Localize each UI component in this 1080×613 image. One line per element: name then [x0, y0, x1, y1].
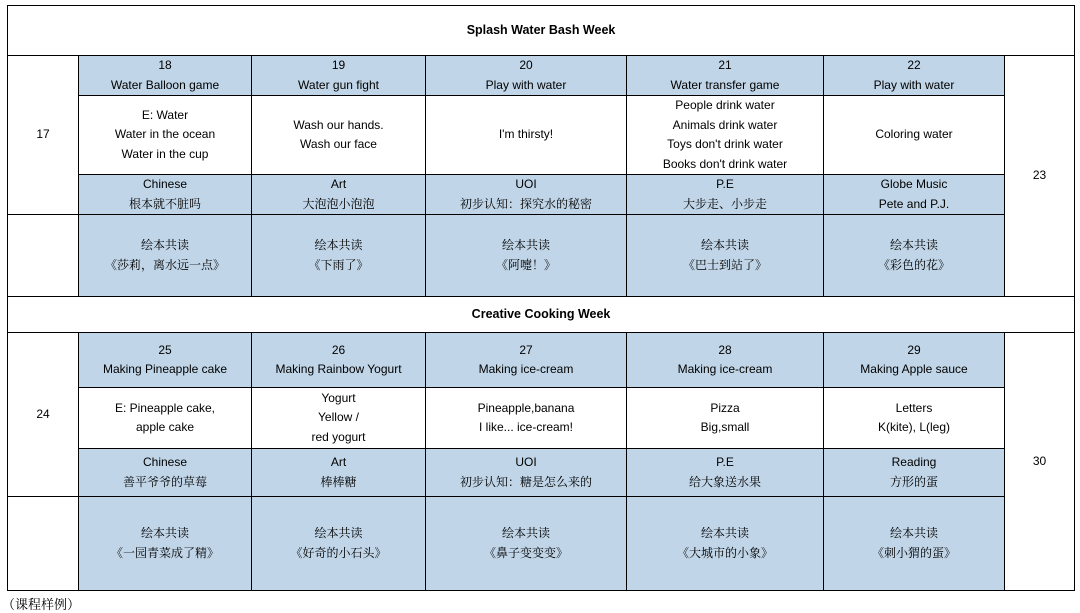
vocab-cell: [252, 388, 426, 449]
subject-name: Chinese: [142, 177, 188, 191]
reading-cell: [426, 215, 627, 297]
text-line: People drink water: [675, 98, 775, 112]
reading-cell: [252, 215, 426, 297]
day-number-right: 30: [1005, 333, 1075, 591]
book-title: 《彩色的花》: [877, 257, 950, 272]
text-line: Pizza: [710, 400, 740, 415]
day-number: 25: [158, 342, 172, 357]
text-line: Big,small: [700, 420, 750, 434]
day-number: 28: [718, 342, 732, 357]
reading-label: 绘本共读: [700, 526, 749, 540]
book-title: 《莎莉，离水远一点》: [104, 257, 225, 272]
book-title: 《鼻子变变变》: [483, 545, 568, 560]
day-activity-cell: [252, 56, 426, 96]
reading-cell: [252, 497, 426, 591]
subject-cell: [627, 175, 824, 215]
activity-name: Making ice-cream: [677, 362, 773, 376]
text-line: I like... ice-cream!: [478, 420, 574, 434]
vocab-cell: [426, 388, 627, 449]
subject-cell: [627, 449, 824, 497]
text-line: Yellow /: [318, 410, 359, 425]
lesson-title: 方形的蛋: [889, 474, 938, 489]
day-number: 29: [907, 342, 921, 357]
subject-cell: [426, 449, 627, 497]
reading-label: 绘本共读: [501, 238, 550, 252]
book-title: 《大城市的小象》: [676, 545, 773, 560]
text-line: Pineapple,banana: [477, 400, 575, 415]
subject-cell: [79, 449, 252, 497]
activity-name: Water Balloon game: [110, 77, 220, 92]
reading-cell: [627, 215, 824, 297]
vocab-row: [8, 96, 1075, 175]
vocab-cell: [627, 388, 824, 449]
reading-label: 绘本共读: [889, 526, 938, 540]
vocab-cell: [79, 388, 252, 449]
text-line: Yogurt: [321, 390, 356, 405]
day-number-right: 23: [1005, 56, 1075, 297]
day-number: 22: [907, 58, 921, 72]
lesson-title: 根本就不脏吗: [128, 196, 201, 211]
lesson-title: 给大象送水果: [688, 474, 761, 489]
activity-name: Play with water: [873, 77, 955, 92]
activity-name: Making Apple sauce: [860, 362, 968, 376]
book-title: 《刺小猬的蛋》: [871, 545, 956, 560]
reading-cell: [79, 497, 252, 591]
book-title: 《阿嚏！》: [495, 257, 556, 272]
reading-label: 绘本共读: [140, 526, 189, 540]
reading-label: 绘本共读: [314, 526, 363, 540]
subject-name: UOI: [515, 177, 537, 191]
activity-name: Making Pineapple cake: [102, 362, 228, 376]
curriculum-calendar: [7, 5, 1075, 591]
vocab-cell: [426, 96, 627, 175]
day-activity-cell: [79, 333, 252, 388]
text-line: Wash our hands.: [293, 117, 384, 132]
text-line: apple cake: [135, 420, 195, 434]
book-title: 《好奇的小石头》: [290, 545, 387, 560]
activity-name: Play with water: [485, 77, 567, 92]
lesson-title: 初步认知：探究水的秘密: [459, 196, 592, 211]
subject-row: [8, 449, 1075, 497]
reading-label: 绘本共读: [700, 238, 749, 252]
vocab-row: [8, 388, 1075, 449]
empty-cell: [8, 497, 79, 591]
subject-name: Art: [330, 455, 347, 469]
reading-cell: [824, 215, 1005, 297]
subject-name: Reading: [891, 455, 937, 469]
text-line: red yogurt: [311, 429, 366, 444]
vocab-cell: [824, 96, 1005, 175]
subject-cell: [79, 175, 252, 215]
text-line: Animals drink water: [672, 117, 778, 132]
subject-name: UOI: [515, 455, 537, 469]
subject-row: [8, 175, 1075, 215]
reading-cell: [426, 497, 627, 591]
vocab-cell: [627, 96, 824, 175]
subject-cell: [824, 175, 1005, 215]
week-title: Splash Water Bash Week: [8, 6, 1075, 56]
text-line: Wash our face: [300, 137, 377, 151]
day-number-left: 17: [8, 56, 79, 215]
day-number: 20: [519, 58, 533, 72]
book-title: 《下雨了》: [308, 257, 369, 272]
vocab-cell: [824, 388, 1005, 449]
day-number: 18: [158, 58, 172, 72]
vocab-cell: [252, 96, 426, 175]
text-line: Water in the ocean: [114, 127, 216, 142]
text-line: Coloring water: [875, 127, 953, 142]
day-activity-cell: [824, 56, 1005, 96]
lesson-title: 大泡泡小泡泡: [302, 196, 375, 211]
subject-name: P.E: [716, 455, 734, 469]
day-number-left: 24: [8, 333, 79, 497]
reading-cell: [824, 497, 1005, 591]
activity-name: Making Rainbow Yogurt: [275, 362, 402, 376]
activity-name: Water gun fight: [298, 77, 379, 92]
book-title: 《巴士到站了》: [682, 257, 767, 272]
text-line: Toys don't drink water: [667, 137, 783, 151]
vocab-cell: [79, 96, 252, 175]
text-line: Books don't drink water: [662, 156, 788, 171]
reading-label: 绘本共读: [501, 526, 550, 540]
day-activity-cell: [627, 333, 824, 388]
subject-cell: [426, 175, 627, 215]
subject-cell: [252, 449, 426, 497]
lesson-title: 初步认知：糖是怎么来的: [459, 474, 592, 489]
day-number: 21: [718, 58, 732, 72]
subject-cell: [824, 449, 1005, 497]
reading-label: 绘本共读: [314, 238, 363, 252]
day-activity-cell: [79, 56, 252, 96]
activity-row: [8, 56, 1075, 96]
day-activity-cell: [627, 56, 824, 96]
day-number: 27: [519, 342, 533, 357]
day-activity-cell: [252, 333, 426, 388]
day-activity-cell: [426, 56, 627, 96]
reading-row: [8, 215, 1075, 297]
empty-cell: [8, 215, 79, 297]
lesson-title: Pete and P.J.: [878, 196, 950, 211]
subject-name: Art: [330, 177, 347, 191]
day-number: 26: [331, 342, 346, 357]
text-line: K(kite), L(leg): [877, 420, 951, 434]
reading-cell: [627, 497, 824, 591]
day-activity-cell: [426, 333, 627, 388]
lesson-title: 大步走、小步走: [682, 196, 767, 211]
week-banner-row: [8, 297, 1075, 333]
text-line: E: Pineapple cake,: [114, 400, 216, 415]
subject-name: P.E: [716, 177, 734, 191]
activity-row: [8, 333, 1075, 388]
text-line: Letters: [895, 400, 933, 415]
lesson-title: 善平爷爷的草莓: [122, 474, 207, 489]
day-number: 19: [331, 58, 346, 72]
book-title: 《一园青菜成了精》: [110, 545, 219, 560]
subject-name: Chinese: [142, 455, 188, 469]
text-line: E: Water: [141, 107, 189, 122]
week-banner-row: [8, 6, 1075, 56]
subject-cell: [252, 175, 426, 215]
subject-name: Globe Music: [880, 177, 948, 191]
caption: （课程样例）: [2, 598, 81, 613]
activity-name: Making ice-cream: [478, 362, 574, 376]
reading-cell: [79, 215, 252, 297]
activity-name: Water transfer game: [670, 77, 780, 92]
day-activity-cell: [824, 333, 1005, 388]
lesson-title: 棒棒糖: [320, 474, 357, 489]
reading-label: 绘本共读: [889, 238, 938, 252]
text-line: Water in the cup: [121, 146, 209, 161]
reading-label: 绘本共读: [140, 238, 189, 252]
text-line: I'm thirsty!: [498, 127, 554, 142]
week-title: Creative Cooking Week: [8, 297, 1075, 333]
reading-row: [8, 497, 1075, 591]
